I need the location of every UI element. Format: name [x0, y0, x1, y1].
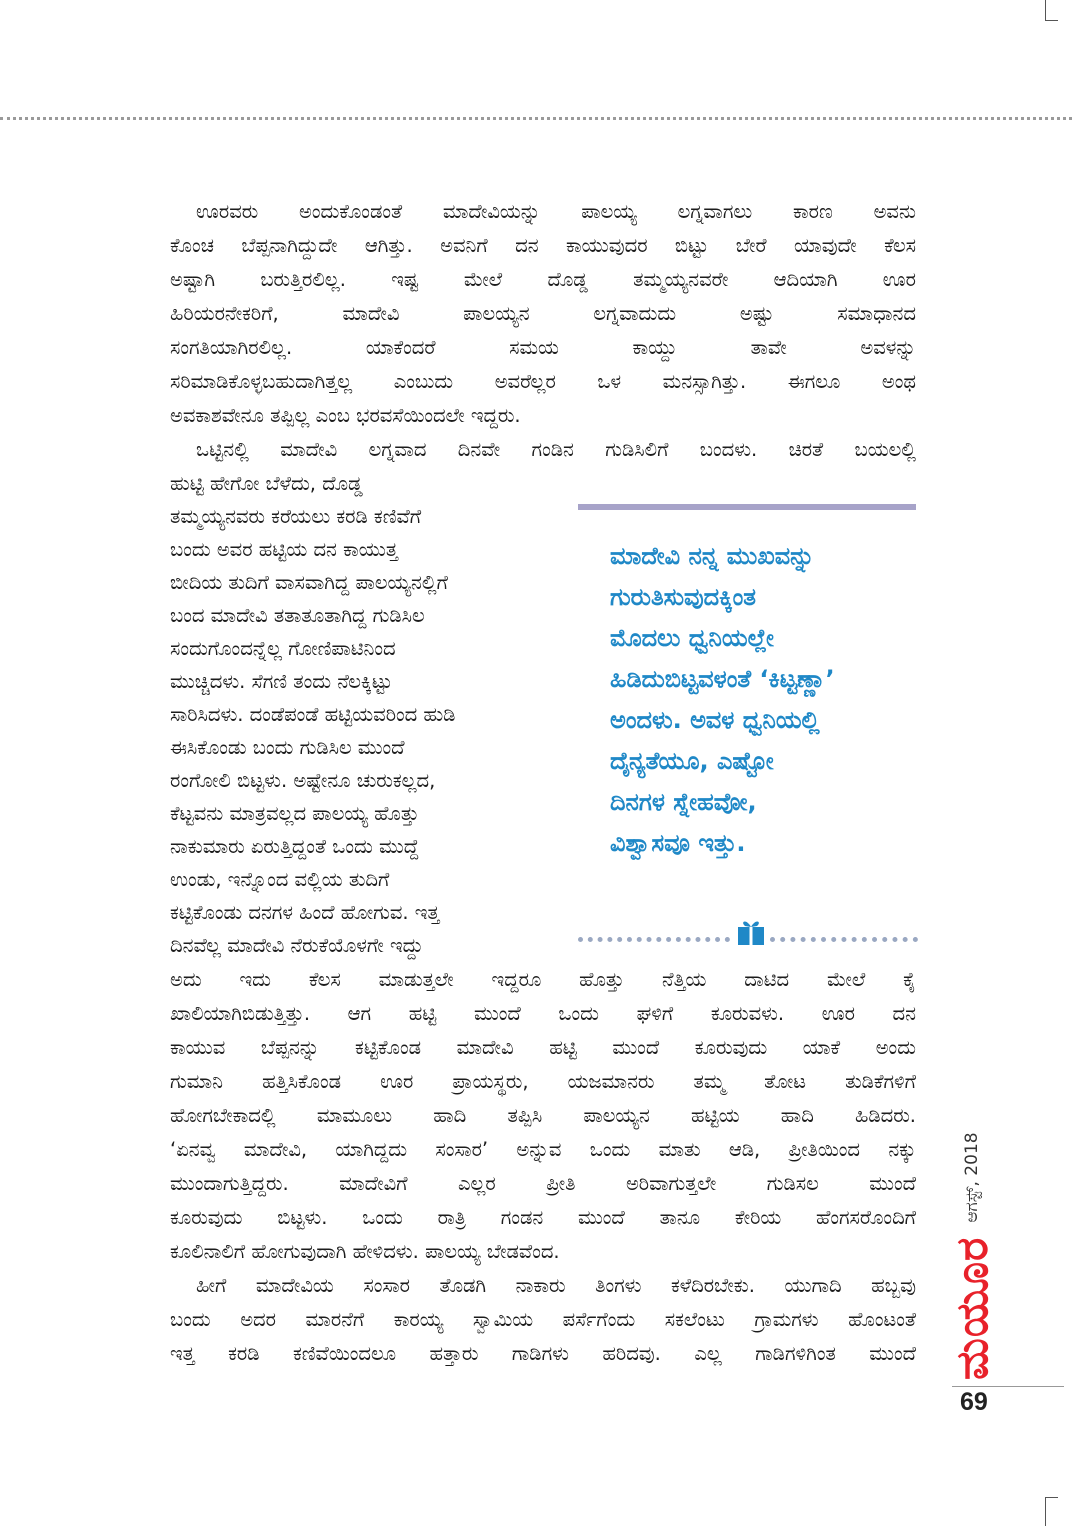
body-line: ಕೂರುವುದು ಬಿಟ್ಟಳು. ಒಂದು ರಾತ್ರಿ ಗಂಡನ ಮುಂದೆ ತಾನೂ ಕೇರಿಯ ಹೆಂಗಸರೊಂದಿಗೆ — [170, 1206, 916, 1229]
body-line: ಹುಟ್ಟಿ ಹೇಗೋ ಬೆಳೆದು, ದೊಡ್ಡ — [170, 472, 363, 495]
page-number-rule — [952, 1386, 1064, 1387]
pull-quote-line: ಹಿಡಿದುಬಿಟ್ಟವಳಂತೆ ‘ಕಿಟ್ಟಣ್ಣಾ’ — [610, 665, 835, 693]
body-line: ಕೂಲಿನಾಲಿಗೆ ಹೋಗುವುದಾಗಿ ಹೇಳಿದಳು. ಪಾಲಯ್ಯ ಬೇಡವೆಂದ. — [170, 1240, 560, 1263]
body-line: ದಿನವೆಲ್ಲ ಮಾದೇವಿ ನೆರುಕೆಯೊಳಗೇ ಇದ್ದು — [170, 934, 424, 957]
pull-quote-dotted-rule-right — [770, 937, 918, 942]
page-number: 69 — [960, 1388, 988, 1416]
body-line: ‘ಏನವ್ವ ಮಾದೇವಿ, ಯಾಗಿದ್ದದು ಸಂಸಾರ’ ಅನ್ನುವ ಒಂದು ಮಾತು ಆಡಿ, ಪ್ರೀತಿಯಿಂದ ನಕ್ಕು — [170, 1138, 916, 1161]
body-line: ಕಟ್ಟಿಕೊಂಡು ದನಗಳ ಹಿಂದೆ ಹೋಗುವ. ಇತ್ತ — [170, 901, 440, 924]
body-line: ಬಂದ ಮಾದೇವಿ ತತಾತೂತಾಗಿದ್ದ ಗುಡಿಸಿಲ — [170, 604, 425, 627]
body-line: ಕೊಂಚ ಬೆಪ್ಪನಾಗಿದ್ದುದೇ ಆಗಿತ್ತು. ಅವನಿಗೆ ದನ ಕಾಯುವುದರ ಬಿಟ್ಟು ಬೇರೆ ಯಾವುದೇ ಕೆಲಸ — [170, 234, 916, 257]
body-line: ಇತ್ತ ಕರಡಿ ಕಣಿವೆಯಿಂದಲೂ ಹತ್ತಾರು ಗಾಡಿಗಳು ಹರಿದವು. ಎಲ್ಲ ಗಾಡಿಗಳಿಗಿಂತ ಮುಂದೆ — [170, 1342, 916, 1365]
body-line: ಸಂದುಗೊಂದನ್ನೆಲ್ಲ ಗೋಣಿಪಾಟಿನಿಂದ — [170, 637, 396, 660]
pull-quote-top-rule — [578, 504, 916, 510]
body-line: ತಮ್ಮಯ್ಯನವರು ಕರೆಯಲು ಕರಡಿ ಕಣಿವೆಗೆ — [170, 505, 422, 528]
running-footer — [937, 1114, 1007, 1380]
issue-date: ಆಗಸ್ಟ್, 2018 — [962, 1132, 982, 1223]
body-line: ಊರವರು ಅಂದುಕೊಂಡಂತೆ ಮಾದೇವಿಯನ್ನು ಪಾಲಯ್ಯ ಲಗ್ನವಾಗಲು ಕಾರಣ ಅವನು — [196, 200, 916, 223]
body-line: ಮುಂದಾಗುತ್ತಿದ್ದರು. ಮಾದೇವಿಗೆ ಎಲ್ಲರ ಪ್ರೀತಿ ಅರಿವಾಗುತ್ತಲೇ ಗುಡಿಸಲ ಮುಂದೆ — [170, 1172, 916, 1195]
body-line: ಗುಮಾನಿ ಹತ್ತಿಸಿಕೊಂಡ ಊರ ಪ್ರಾಯಸ್ಥರು, ಯಜಮಾನರು ತಮ್ಮ ತೋಟ ತುಡಿಕೆಗಳಿಗೆ — [170, 1070, 916, 1093]
body-line: ಒಟ್ಟಿನಲ್ಲಿ ಮಾದೇವಿ ಲಗ್ನವಾದ ದಿನವೇ ಗಂಡಿನ ಗುಡಿಸಿಲಿಗೆ ಬಂದಳು. ಚಿರತೆ ಬಯಲಲ್ಲಿ — [196, 438, 916, 461]
pull-quote-line: ಮಾದೇವಿ ನನ್ನ ಮುಖವನ್ನು — [610, 542, 815, 570]
pull-quote-line: ಮೊದಲು ಧ್ವನಿಯಲ್ಲೇ — [610, 624, 774, 652]
crop-mark-bottom — [1045, 1497, 1058, 1526]
body-line: ಈಸಿಕೊಂಡು ಬಂದು ಗುಡಿಸಿಲ ಮುಂದೆ — [170, 736, 405, 759]
pull-quote-dotted-rule-left — [578, 937, 730, 942]
body-line: ಅವಕಾಶವೇನೂ ತಪ್ಪಿಲ್ಲ ಎಂಬ ಭರವಸೆಯಿಂದಲೇ ಇದ್ದರು. — [170, 404, 521, 427]
pull-quote-line: ದಿನಗಳ ಸ್ನೇಹವೋ, — [610, 788, 757, 816]
body-line: ಖಾಲಿಯಾಗಿಬಿಡುತ್ತಿತ್ತು. ಆಗ ಹಟ್ಟಿ ಮುಂದೆ ಒಂದು ಘಳಿಗೆ ಕೂರುವಳು. ಊರ ದನ — [170, 1002, 916, 1025]
body-line: ಅದು ಇದು ಕೆಲಸ ಮಾಡುತ್ತಲೇ ಇದ್ದರೂ ಹೊತ್ತು ನೆತ್ತಿಯ ದಾಟಿದ ಮೇಲೆ ಕೈ — [170, 968, 916, 991]
magazine-title: ಮಯೂರ — [946, 1236, 998, 1380]
body-line: ಮುಚ್ಚಿದಳು. ಸೆಗಣಿ ತಂದು ನೆಲಕ್ಕಿಟ್ಟು — [170, 670, 393, 693]
body-line: ನಾಕುಮಾರು ಏರುತ್ತಿದ್ದಂತೆ ಒಂದು ಮುದ್ದೆ — [170, 835, 419, 858]
body-line: ಕಾಯುವ ಬೆಪ್ಪನನ್ನು ಕಟ್ಟಿಕೊಂಡ ಮಾದೇವಿ ಹಟ್ಟಿ ಮುಂದೆ ಕೂರುವುದು ಯಾಕೆ ಅಂದು — [170, 1036, 916, 1059]
body-line: ಉಂಡು, ಇನ್ನೊಂದ ವಲ್ಲಿಯ ತುದಿಗೆ — [170, 868, 390, 891]
body-line: ಸಂಗತಿಯಾಗಿರಲಿಲ್ಲ. ಯಾಕೆಂದರೆ ಸಮಯ ಕಾಯ್ದು ತಾವೇ ಅವಳನ್ನು — [170, 336, 916, 359]
body-line: ಸಾರಿಸಿದಳು. ದಂಡೆಪಂಡೆ ಹಟ್ಟಿಯವರಿಂದ ಹುಡಿ — [170, 703, 456, 726]
body-line: ಹಿರಿಯರನೇಕರಿಗೆ, ಮಾದೇವಿ ಪಾಲಯ್ಯನ ಲಗ್ನವಾದುದು ಅಷ್ಟು ಸಮಾಧಾನದ — [170, 302, 916, 325]
body-line: ಬಂದು ಅದರ ಮಾರನೆಗೆ ಕಾರಯ್ಯ ಸ್ವಾಮಿಯ ಪರ್ಸೆಗೆಂದು ಸಕಲೆಂಟು ಗ್ರಾಮಗಳು ಹೊಂಟಂತೆ — [170, 1308, 916, 1331]
body-line: ಬಂದು ಅವರ ಹಟ್ಟಿಯ ದನ ಕಾಯುತ್ತ — [170, 538, 398, 561]
body-line: ಅಷ್ಟಾಗಿ ಬರುತ್ತಿರಲಿಲ್ಲ. ಇಷ್ಟ ಮೇಲೆ ದೊಡ್ಡ ತಮ್ಮಯ್ಯನವರೇ ಆದಿಯಾಗಿ ಊರ — [170, 268, 916, 291]
pull-quote-line: ಗುರುತಿಸುವುದಕ್ಕಿಂತ — [610, 583, 756, 611]
body-line: ಹೀಗೆ ಮಾದೇವಿಯ ಸಂಸಾರ ತೊಡಗಿ ನಾಕಾರು ತಿಂಗಳು ಕಳೆದಿರಬೇಕು. ಯುಗಾದಿ ಹಬ್ಬವು — [196, 1274, 916, 1297]
pull-quote-line: ಅಂದಳು. ಅವಳ ಧ್ವನಿಯಲ್ಲಿ — [610, 706, 820, 734]
pull-quote-line: ದೈನ್ಯತೆಯೂ, ಎಷ್ಟೋ — [610, 747, 774, 775]
crop-mark-top — [1045, 0, 1058, 21]
body-line: ಸರಿಮಾಡಿಕೊಳ್ಳಬಹುದಾಗಿತ್ತಲ್ಲ ಎಂಬುದು ಅವರೆಲ್ಲರ ಒಳ ಮನಸ್ಸಾಗಿತ್ತು. ಈಗಲೂ ಅಂಥ — [170, 370, 916, 393]
body-line: ಕೆಟ್ಟವನು ಮಾತ್ರವಲ್ಲದ ಪಾಲಯ್ಯ ಹೊತ್ತು — [170, 802, 420, 825]
pull-quote — [610, 536, 920, 864]
body-line: ರಂಗೋಲಿ ಬಿಟ್ಟಳು. ಅಷ್ಟೇನೂ ಚುರುಕಲ್ಲದ, — [170, 769, 436, 792]
header-dotted-rule — [0, 117, 1072, 120]
body-line: ಬೀದಿಯ ತುದಿಗೆ ವಾಸವಾಗಿದ್ದ ಪಾಲಯ್ಯನಲ್ಲಿಗೆ — [170, 571, 448, 594]
body-line: ಹೋಗಬೇಕಾದಲ್ಲಿ ಮಾಮೂಲು ಹಾದಿ ತಪ್ಪಿಸಿ ಪಾಲಯ್ಯನ ಹಟ್ಟಿಯ ಹಾದಿ ಹಿಡಿದರು. — [170, 1104, 916, 1127]
pull-quote-line: ವಿಶ್ವಾಸವೂ ಇತ್ತು. — [610, 829, 746, 857]
gift-icon — [736, 916, 766, 946]
